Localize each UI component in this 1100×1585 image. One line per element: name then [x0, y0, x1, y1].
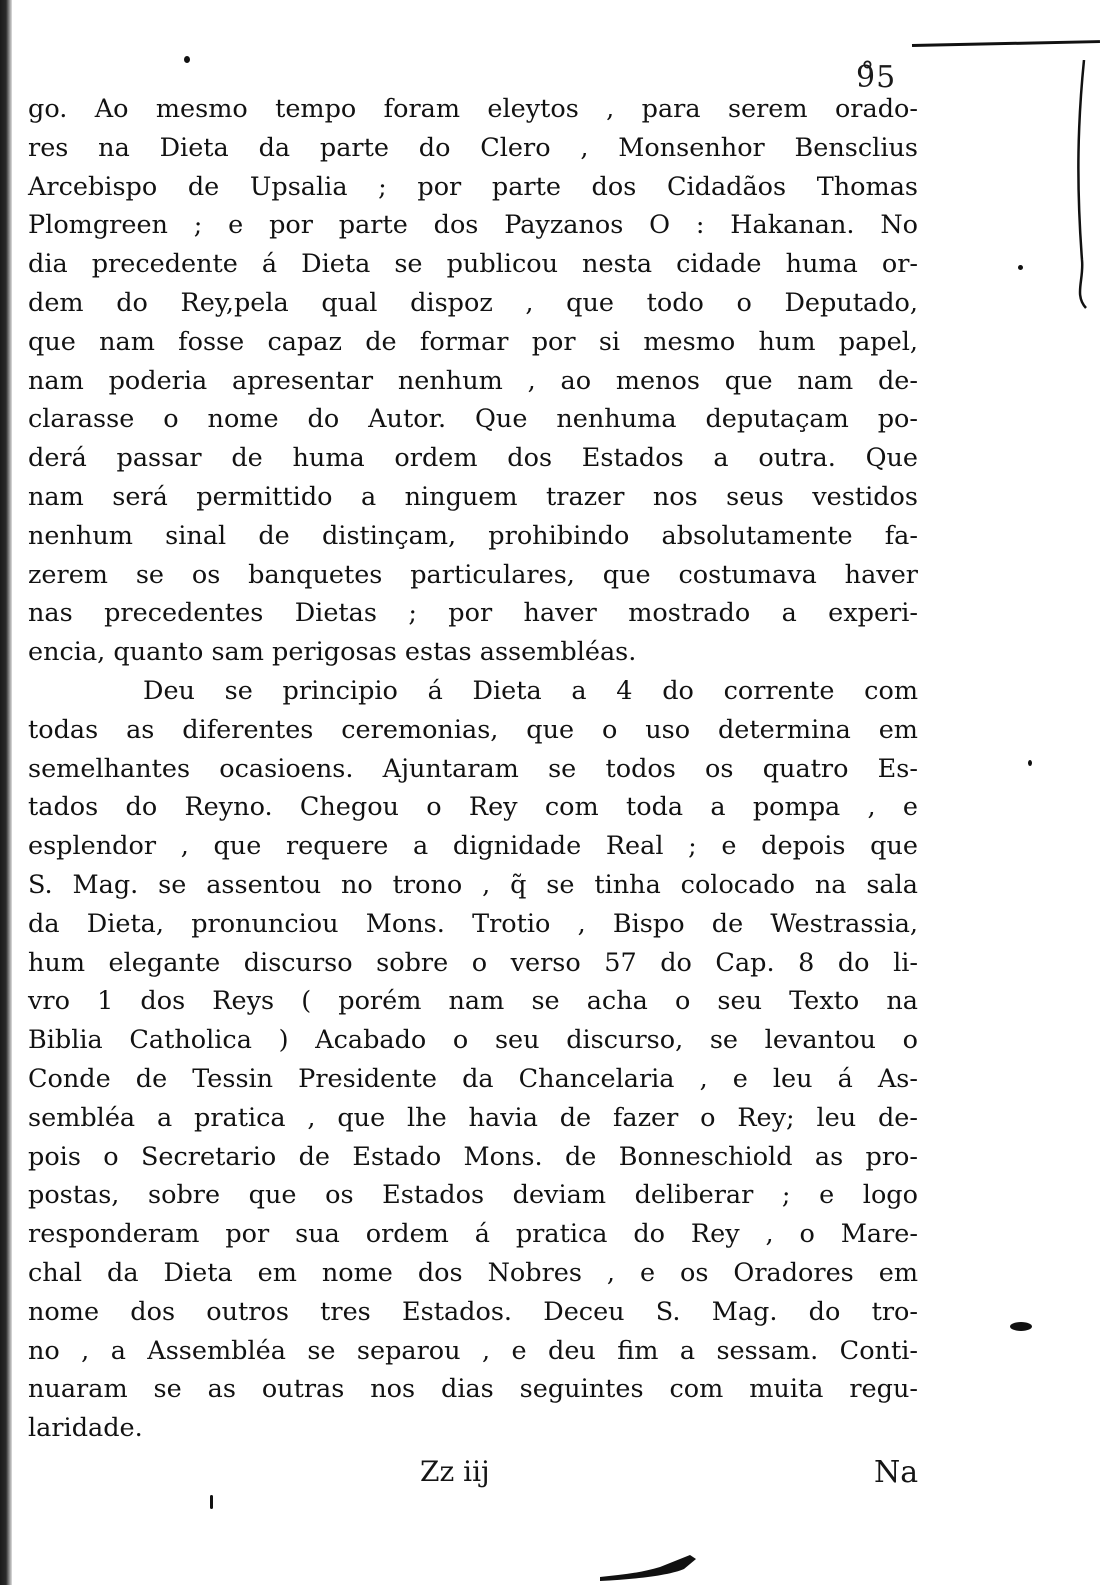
- text-line: pois o Secretario de Estado Mons. de Bonneschiold as pro-: [28, 1141, 918, 1172]
- text-line: Arcebispo de Upsalia ; por parte dos Cidadãos Thomas: [28, 171, 918, 202]
- page-number: 9̊5: [856, 60, 897, 95]
- text-line: nam poderia apresentar nenhum , ao menos que nam de-: [28, 365, 918, 396]
- text-line: encia, quanto sam perigosas estas assembléas.: [28, 637, 637, 668]
- margin-ink-curve: [1070, 60, 1090, 310]
- text-line: nam será permittido a ninguem trazer nos seus vestidos: [28, 481, 918, 512]
- text-line: hum elegante discurso sobre o verso 57 do Cap. 8 do li-: [28, 947, 918, 978]
- text-line: sembléa a pratica , que lhe havia de fazer o Rey; leu de-: [28, 1102, 918, 1133]
- text-line: nome dos outros tres Estados. Deceu S. Mag. do tro-: [28, 1296, 918, 1327]
- text-line: da Dieta, pronunciou Mons. Trotio , Bispo de Westrassia,: [28, 908, 918, 939]
- text-line: responderam por sua ordem á pratica do Rey , o Mare-: [28, 1219, 918, 1250]
- text-line: Deu se principio á Dieta a 4 do corrente com: [143, 675, 918, 706]
- text-line: Conde de Tessin Presidente da Chancelaria , e leu á As-: [28, 1063, 918, 1094]
- ink-speck: [184, 56, 190, 63]
- text-line: zerem se os banquetes particulares, que costumava haver: [28, 559, 918, 590]
- text-line: Plomgreen ; e por parte dos Payzanos O : Hakanan. No: [28, 210, 918, 241]
- text-line: no , a Assembléa se separou , e deu fim a sessam. Conti-: [28, 1335, 918, 1366]
- ink-speck: [1018, 265, 1023, 270]
- text-line: nuaram se as outras nos dias seguintes com muita regu-: [28, 1374, 918, 1405]
- text-line: dem do Rey,pela qual dispoz , que todo o Deputado,: [28, 287, 918, 318]
- text-line: go. Ao mesmo tempo foram eleytos , para serem orado-: [28, 94, 918, 124]
- body-text: [28, 90, 918, 1448]
- text-line: que nam fosse capaz de formar por si mesmo hum papel,: [28, 326, 918, 357]
- text-line: tados do Reyno. Chegou o Rey com toda a pompa , e: [28, 792, 918, 823]
- text-line: vro 1 dos Reys ( porém nam se acha o seu Texto na: [28, 986, 918, 1017]
- text-line: Biblia Catholica ) Acabado o seu discurso, se levantou o: [28, 1025, 918, 1056]
- text-line: laridade.: [28, 1413, 143, 1444]
- signature-mark: Zz iij: [420, 1455, 490, 1488]
- page-binding-edge: [0, 0, 12, 1585]
- text-line: chal da Dieta em nome dos Nobres , e os Oradores em: [28, 1257, 918, 1288]
- catchword: Na: [874, 1455, 919, 1490]
- text-line: clarasse o nome do Autor. Que nenhuma deputaçam po-: [28, 404, 918, 435]
- text-line: postas, sobre que os Estados deviam deliberar ; e logo: [28, 1180, 918, 1211]
- ink-speck: [1028, 760, 1032, 766]
- text-line: S. Mag. se assentou no trono , q̃ se tinha colocado na sala: [28, 869, 918, 900]
- text-line: nenhum sinal de distinçam, prohibindo absolutamente fa-: [28, 520, 918, 551]
- paragraph-2: [28, 672, 918, 1448]
- ink-speck: [1010, 1322, 1032, 1331]
- text-line: todas as diferentes ceremonias, que o uso determina em: [28, 714, 918, 745]
- paragraph-1: [28, 90, 918, 672]
- text-line: semelhantes ocasioens. Ajuntaram se todos os quatro Es-: [28, 753, 918, 784]
- text-line: dia precedente á Dieta se publicou nesta cidade huma or-: [28, 249, 918, 280]
- text-line: derá passar de huma ordem dos Estados a outra. Que: [28, 443, 918, 474]
- ink-speck: [210, 1495, 213, 1509]
- text-line: esplendor , que requere a dignidade Real ; e depois que: [28, 831, 918, 862]
- text-line: nas precedentes Dietas ; por haver mostrado a experi-: [28, 598, 918, 629]
- margin-ink-line: [912, 40, 1100, 47]
- bottom-ink-mark: [600, 1545, 720, 1585]
- text-line: res na Dieta da parte do Clero , Monsenhor Bensclius: [28, 132, 918, 163]
